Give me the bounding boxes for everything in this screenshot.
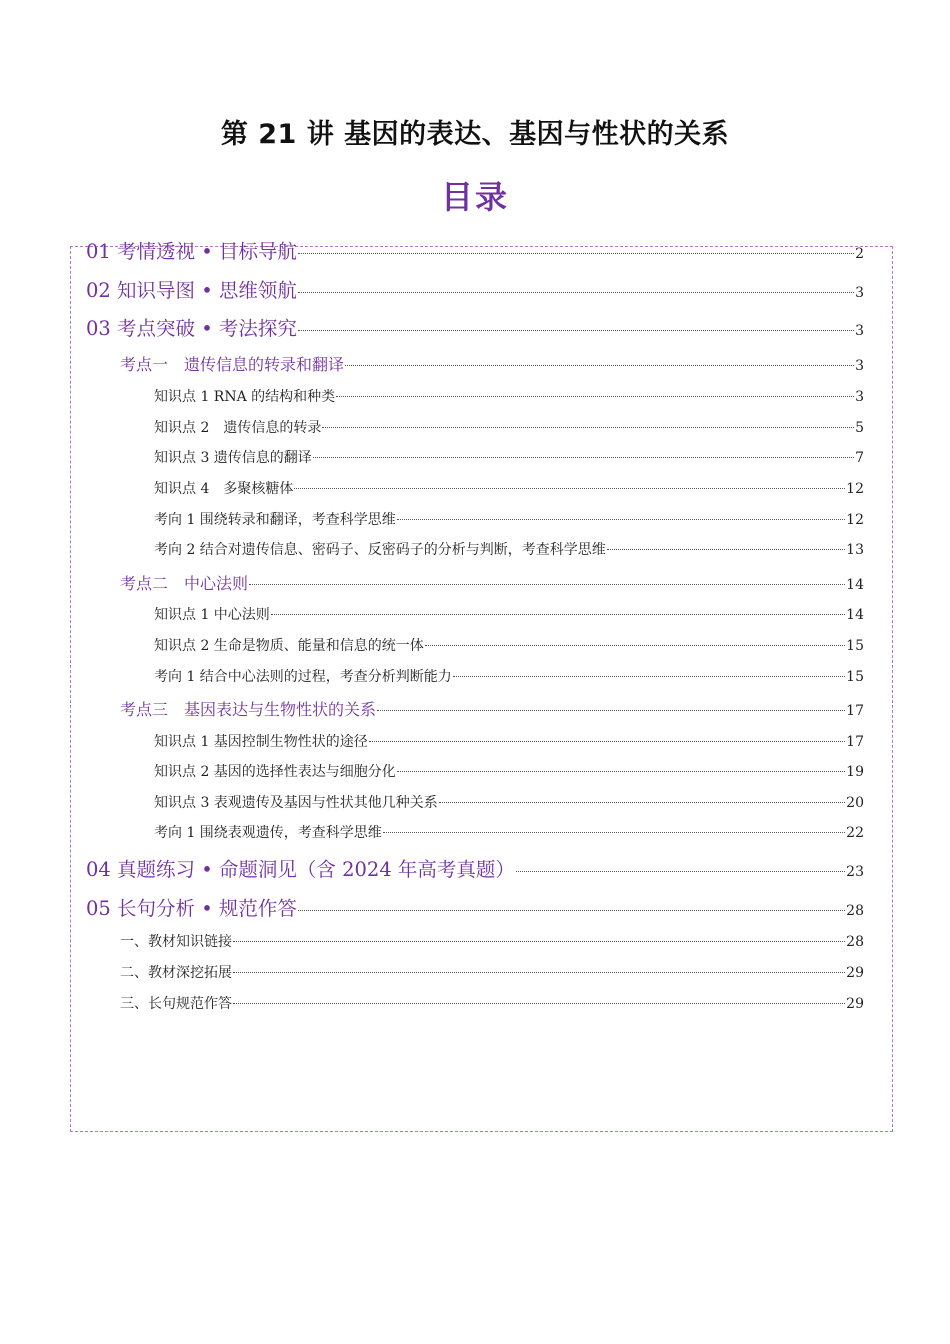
toc-entry-label: 知识点 2 生命是物质、能量和信息的统一体 <box>154 638 424 654</box>
toc-entry-page: 20 <box>846 795 864 811</box>
dot-leader <box>233 972 845 973</box>
toc-entry-point[interactable] <box>154 447 864 467</box>
toc-entry-direction[interactable] <box>154 539 864 559</box>
toc-entry-page: 14 <box>846 577 864 593</box>
toc-entry-label: 知识点 1 中心法则 <box>154 607 270 623</box>
toc-entry-page: 28 <box>846 934 864 950</box>
toc-entry-label: 05 长句分析 • 规范作答 <box>86 897 297 920</box>
toc-entry-label: 知识点 2 遗传信息的转录 <box>154 420 322 436</box>
toc-entry-page: 2 <box>855 246 864 262</box>
toc-entry-page: 14 <box>846 607 864 623</box>
toc-entry-label: 04 真题练习 • 命题洞见（含 2024 年高考真题） <box>86 858 515 881</box>
toc-entry-page: 3 <box>855 323 864 339</box>
toc-entry-page: 3 <box>855 358 864 374</box>
dot-leader <box>439 802 845 803</box>
toc-entry-label: 知识点 1 RNA 的结构和种类 <box>154 389 336 405</box>
toc-entry-label: 知识点 3 遗传信息的翻译 <box>154 450 312 466</box>
dot-leader <box>298 910 845 911</box>
dot-leader <box>397 519 845 520</box>
toc-entry-page: 19 <box>846 764 864 780</box>
toc-entry-label: 知识点 1 基因控制生物性状的途径 <box>154 734 368 750</box>
toc-entry-page: 23 <box>846 864 864 880</box>
toc-entry-subsection[interactable] <box>120 993 864 1013</box>
dot-leader <box>397 771 845 772</box>
toc-entry-direction[interactable] <box>154 509 864 529</box>
toc-entry-page: 13 <box>846 542 864 558</box>
toc-entry-point[interactable] <box>154 386 864 406</box>
dot-leader <box>336 396 854 397</box>
toc-entry-label: 二、教材深挖拓展 <box>120 965 232 981</box>
dot-leader <box>298 253 854 254</box>
toc-entry-page: 29 <box>846 965 864 981</box>
toc-entry-label: 知识点 4 多聚核糖体 <box>154 481 294 497</box>
dot-leader <box>377 710 845 711</box>
toc-entry-point[interactable] <box>154 761 864 781</box>
toc-entry-page: 3 <box>855 389 864 405</box>
dot-leader <box>516 871 845 872</box>
dot-leader <box>298 330 854 331</box>
dot-leader <box>298 292 854 293</box>
toc-entry-section-03[interactable] <box>86 313 864 341</box>
toc-heading: 目录 <box>440 178 509 216</box>
toc-entry-page: 12 <box>846 481 864 497</box>
toc-entry-direction[interactable] <box>154 666 864 686</box>
toc-entry-section-04[interactable] <box>86 854 864 882</box>
toc-entry-label: 考向 1 围绕表观遗传，考查科学思维 <box>154 825 382 841</box>
toc-entry-point[interactable] <box>154 731 864 751</box>
dot-leader <box>271 614 845 615</box>
dot-leader <box>345 365 854 366</box>
toc-entry-point[interactable] <box>154 604 864 624</box>
toc-entry-page: 17 <box>846 734 864 750</box>
toc-entry-label: 知识点 2 基因的选择性表达与细胞分化 <box>154 764 396 780</box>
toc-entry-page: 3 <box>855 285 864 301</box>
toc-entry-page: 15 <box>846 669 864 685</box>
toc-entry-page: 17 <box>846 703 864 719</box>
toc-entry-label: 01 考情透视 • 目标导航 <box>86 240 297 263</box>
dot-leader <box>233 1003 845 1004</box>
toc-entry-subsection[interactable] <box>120 931 864 951</box>
dot-leader <box>313 457 854 458</box>
toc-entry-page: 29 <box>846 996 864 1012</box>
toc-entry-label: 知识点 3 表观遗传及基因与性状其他几种关系 <box>154 795 438 811</box>
toc-entry-label: 一、教材知识链接 <box>120 934 232 950</box>
toc-entry-label: 考向 1 结合中心法则的过程，考查分析判断能力 <box>154 669 452 685</box>
page-title: 第 21 讲 基因的表达、基因与性状的关系 <box>220 119 730 150</box>
toc-entry-label: 三、长句规范作答 <box>120 996 232 1012</box>
toc-entry-section-05[interactable] <box>86 893 864 921</box>
toc-entry-label: 考点二 中心法则 <box>120 574 249 593</box>
toc-entry-section-02[interactable] <box>86 275 864 303</box>
dot-leader <box>249 584 845 585</box>
toc-entry-point[interactable] <box>154 635 864 655</box>
toc-entry-page: 22 <box>846 825 864 841</box>
dot-leader <box>383 832 845 833</box>
toc-entry-page: 15 <box>846 638 864 654</box>
dot-leader <box>425 645 845 646</box>
dot-leader <box>233 941 845 942</box>
toc-entry-label: 考点一 遗传信息的转录和翻译 <box>120 355 345 374</box>
toc-entry-section-01[interactable] <box>86 236 864 264</box>
toc-entry-topic-3[interactable] <box>120 697 864 720</box>
toc-entry-page: 7 <box>855 450 864 466</box>
toc-entry-subsection[interactable] <box>120 962 864 982</box>
toc-entry-topic-1[interactable] <box>120 352 864 375</box>
toc-entry-point[interactable] <box>154 478 864 498</box>
dot-leader <box>453 676 845 677</box>
toc-entry-label: 02 知识导图 • 思维领航 <box>86 279 297 302</box>
dot-leader <box>322 427 854 428</box>
toc-entry-label: 03 考点突破 • 考法探究 <box>86 317 297 340</box>
toc-entry-label: 考向 1 围绕转录和翻译，考查科学思维 <box>154 512 396 528</box>
toc-entry-label: 考向 2 结合对遗传信息、密码子、反密码子的分析与判断，考查科学思维 <box>154 542 606 558</box>
toc-entry-point[interactable] <box>154 792 864 812</box>
toc-entry-page: 28 <box>846 903 864 919</box>
toc-entry-topic-2[interactable] <box>120 571 864 594</box>
toc-entry-label: 考点三 基因表达与生物性状的关系 <box>120 700 377 719</box>
toc-entry-point[interactable] <box>154 417 864 437</box>
toc-entry-page: 5 <box>855 420 864 436</box>
toc-entry-page: 12 <box>846 512 864 528</box>
dot-leader <box>369 741 845 742</box>
toc-entry-direction[interactable] <box>154 822 864 842</box>
dot-leader <box>294 488 845 489</box>
dot-leader <box>607 549 845 550</box>
